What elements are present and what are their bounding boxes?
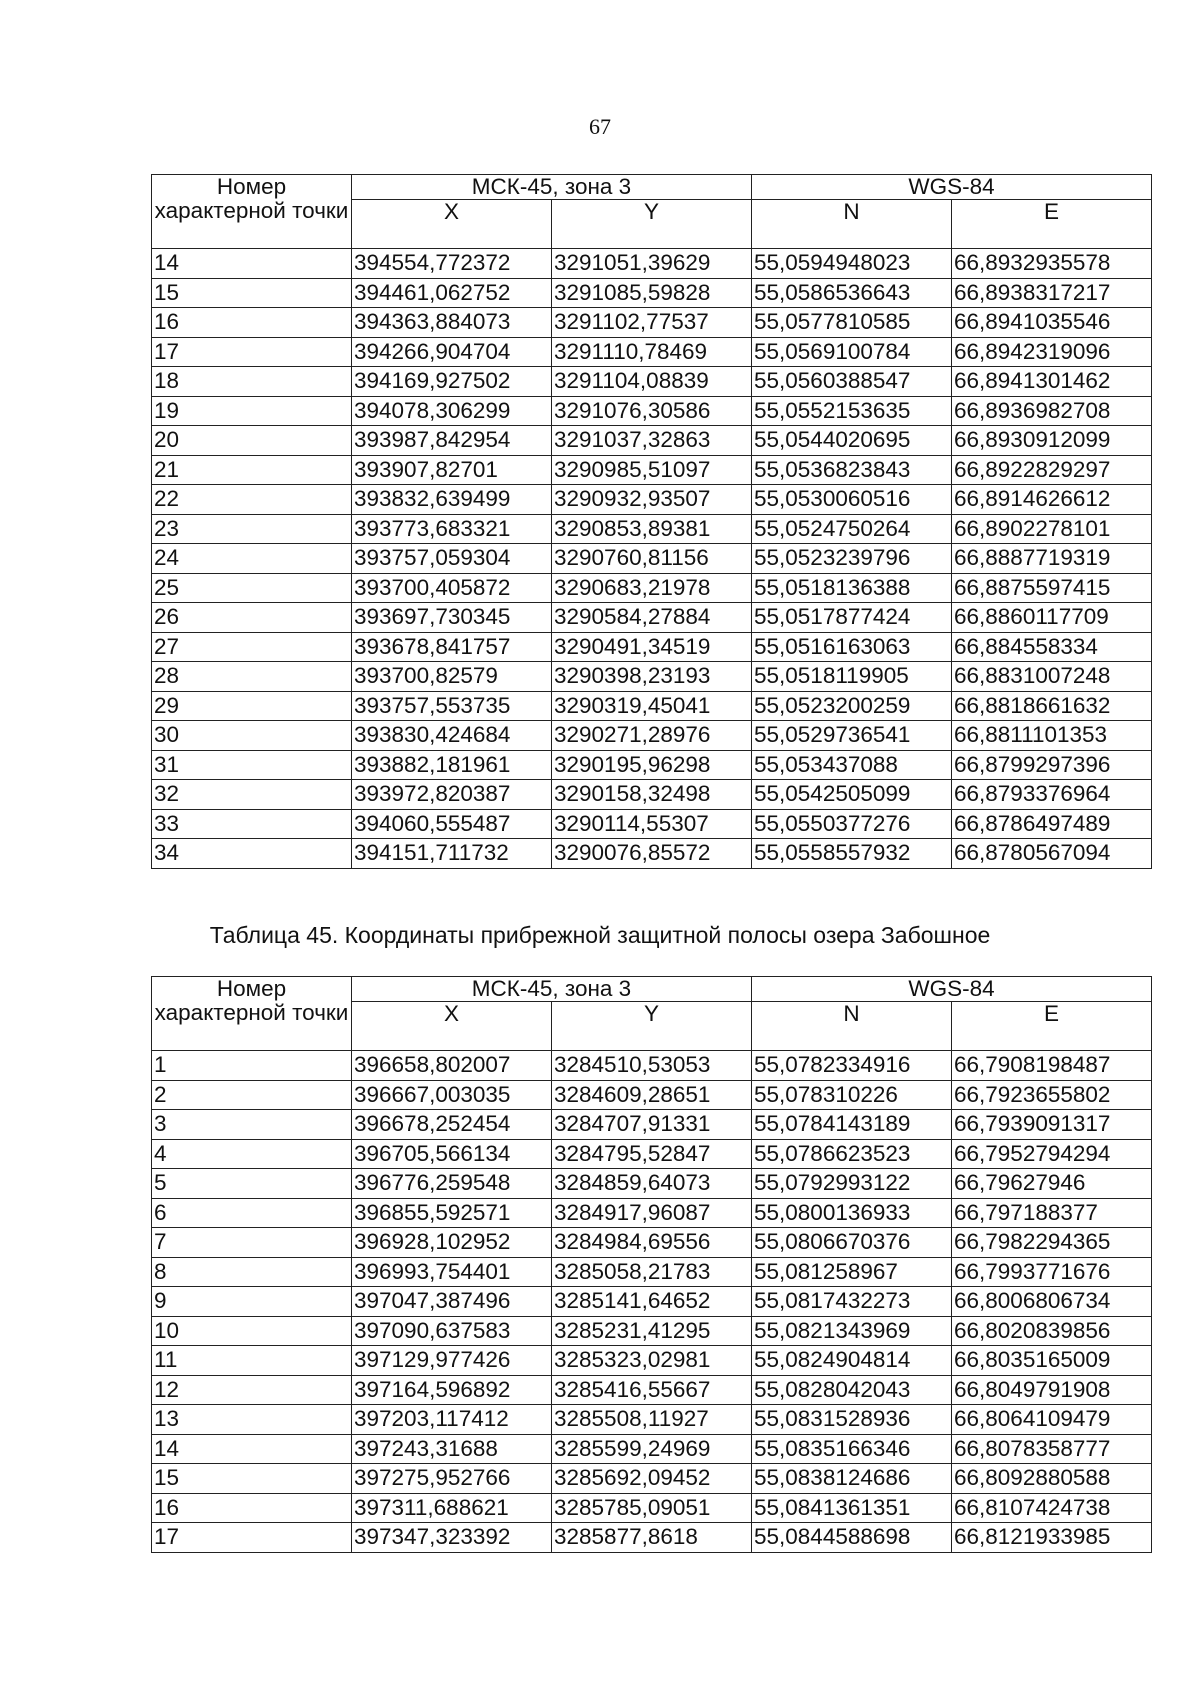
table-row bbox=[152, 1169, 1152, 1199]
y-cell: 3290398,23193 bbox=[552, 662, 752, 692]
table-row bbox=[152, 1405, 1152, 1435]
n-cell: 55,0835166346 bbox=[752, 1434, 952, 1464]
point-number-cell: 30 bbox=[152, 721, 352, 751]
y-cell: 3291037,32863 bbox=[552, 426, 752, 456]
e-cell: 66,7993771676 bbox=[952, 1257, 1152, 1287]
x-cell: 397275,952766 bbox=[352, 1464, 552, 1494]
table-row bbox=[152, 1051, 1152, 1081]
point-number-cell: 25 bbox=[152, 573, 352, 603]
e-cell: 66,8811101353 bbox=[952, 721, 1152, 751]
point-number-cell: 11 bbox=[152, 1346, 352, 1376]
n-cell: 55,0569100784 bbox=[752, 337, 952, 367]
x-cell: 396776,259548 bbox=[352, 1169, 552, 1199]
e-cell: 66,8914626612 bbox=[952, 485, 1152, 515]
e-cell: 66,8780567094 bbox=[952, 839, 1152, 869]
coordinates-table-2 bbox=[151, 976, 1152, 1553]
y-cell: 3285141,64652 bbox=[552, 1287, 752, 1317]
n-cell: 55,078310226 bbox=[752, 1080, 952, 1110]
point-number-cell: 27 bbox=[152, 632, 352, 662]
point-number-cell: 12 bbox=[152, 1375, 352, 1405]
e-cell: 66,8121933985 bbox=[952, 1523, 1152, 1553]
header-y: Y bbox=[552, 200, 752, 249]
y-cell: 3285692,09452 bbox=[552, 1464, 752, 1494]
e-cell: 66,8860117709 bbox=[952, 603, 1152, 633]
point-number-cell: 13 bbox=[152, 1405, 352, 1435]
x-cell: 393882,181961 bbox=[352, 750, 552, 780]
header-e: E bbox=[952, 1002, 1152, 1051]
table-row bbox=[152, 1287, 1152, 1317]
table-row bbox=[152, 485, 1152, 515]
y-cell: 3291104,08839 bbox=[552, 367, 752, 397]
x-cell: 396705,566134 bbox=[352, 1139, 552, 1169]
point-number-cell: 8 bbox=[152, 1257, 352, 1287]
x-cell: 393907,82701 bbox=[352, 455, 552, 485]
point-number-cell: 2 bbox=[152, 1080, 352, 1110]
point-number-cell: 5 bbox=[152, 1169, 352, 1199]
y-cell: 3290932,93507 bbox=[552, 485, 752, 515]
x-cell: 397243,31688 bbox=[352, 1434, 552, 1464]
n-cell: 55,0530060516 bbox=[752, 485, 952, 515]
n-cell: 55,0841361351 bbox=[752, 1493, 952, 1523]
table-row bbox=[152, 1257, 1152, 1287]
e-cell: 66,8092880588 bbox=[952, 1464, 1152, 1494]
n-cell: 55,0552153635 bbox=[752, 396, 952, 426]
y-cell: 3285785,09051 bbox=[552, 1493, 752, 1523]
y-cell: 3290584,27884 bbox=[552, 603, 752, 633]
y-cell: 3291085,59828 bbox=[552, 278, 752, 308]
header-point-number: Номер характерной точки bbox=[152, 977, 352, 1051]
e-cell: 66,8930912099 bbox=[952, 426, 1152, 456]
n-cell: 55,0536823843 bbox=[752, 455, 952, 485]
e-cell: 66,8902278101 bbox=[952, 514, 1152, 544]
point-number-cell: 17 bbox=[152, 1523, 352, 1553]
y-cell: 3291051,39629 bbox=[552, 249, 752, 279]
table-row bbox=[152, 603, 1152, 633]
n-cell: 55,0828042043 bbox=[752, 1375, 952, 1405]
point-number-cell: 14 bbox=[152, 1434, 352, 1464]
table-row bbox=[152, 1080, 1152, 1110]
e-cell: 66,8938317217 bbox=[952, 278, 1152, 308]
n-cell: 55,0518136388 bbox=[752, 573, 952, 603]
x-cell: 397347,323392 bbox=[352, 1523, 552, 1553]
n-cell: 55,0784143189 bbox=[752, 1110, 952, 1140]
y-cell: 3284609,28651 bbox=[552, 1080, 752, 1110]
table-row bbox=[152, 1434, 1152, 1464]
e-cell: 66,8006806734 bbox=[952, 1287, 1152, 1317]
n-cell: 55,0821343969 bbox=[752, 1316, 952, 1346]
y-cell: 3285877,8618 bbox=[552, 1523, 752, 1553]
n-cell: 55,0560388547 bbox=[752, 367, 952, 397]
n-cell: 55,0516163063 bbox=[752, 632, 952, 662]
y-cell: 3290195,96298 bbox=[552, 750, 752, 780]
n-cell: 55,0523200259 bbox=[752, 691, 952, 721]
point-number-cell: 4 bbox=[152, 1139, 352, 1169]
e-cell: 66,7939091317 bbox=[952, 1110, 1152, 1140]
y-cell: 3290319,45041 bbox=[552, 691, 752, 721]
header-e: E bbox=[952, 200, 1152, 249]
x-cell: 394363,884073 bbox=[352, 308, 552, 338]
e-cell: 66,8887719319 bbox=[952, 544, 1152, 574]
y-cell: 3284984,69556 bbox=[552, 1228, 752, 1258]
header-wgs-group: WGS-84 bbox=[752, 175, 1152, 200]
e-cell: 66,8942319096 bbox=[952, 337, 1152, 367]
point-number-cell: 24 bbox=[152, 544, 352, 574]
x-cell: 394078,306299 bbox=[352, 396, 552, 426]
x-cell: 397090,637583 bbox=[352, 1316, 552, 1346]
table-row bbox=[152, 721, 1152, 751]
table-caption: Таблица 45. Координаты прибрежной защитной полосы озера Забошное bbox=[209, 922, 991, 948]
table-row bbox=[152, 544, 1152, 574]
table-row bbox=[152, 1375, 1152, 1405]
e-cell: 66,8941035546 bbox=[952, 308, 1152, 338]
n-cell: 55,0838124686 bbox=[752, 1464, 952, 1494]
x-cell: 393987,842954 bbox=[352, 426, 552, 456]
x-cell: 394169,927502 bbox=[352, 367, 552, 397]
e-cell: 66,8786497489 bbox=[952, 809, 1152, 839]
n-cell: 55,081258967 bbox=[752, 1257, 952, 1287]
point-number-cell: 6 bbox=[152, 1198, 352, 1228]
x-cell: 393832,639499 bbox=[352, 485, 552, 515]
e-cell: 66,8941301462 bbox=[952, 367, 1152, 397]
table-row bbox=[152, 426, 1152, 456]
y-cell: 3290114,55307 bbox=[552, 809, 752, 839]
x-cell: 393773,683321 bbox=[352, 514, 552, 544]
table-row bbox=[152, 514, 1152, 544]
header-y: Y bbox=[552, 1002, 752, 1051]
table-row bbox=[152, 632, 1152, 662]
n-cell: 55,0550377276 bbox=[752, 809, 952, 839]
header-wgs-group: WGS-84 bbox=[752, 977, 1152, 1002]
table-row bbox=[152, 308, 1152, 338]
point-number-cell: 32 bbox=[152, 780, 352, 810]
point-number-cell: 14 bbox=[152, 249, 352, 279]
e-cell: 66,8107424738 bbox=[952, 1493, 1152, 1523]
point-number-cell: 17 bbox=[152, 337, 352, 367]
x-cell: 394266,904704 bbox=[352, 337, 552, 367]
n-cell: 55,0524750264 bbox=[752, 514, 952, 544]
y-cell: 3285508,11927 bbox=[552, 1405, 752, 1435]
x-cell: 394060,555487 bbox=[352, 809, 552, 839]
table-row bbox=[152, 573, 1152, 603]
n-cell: 55,0517877424 bbox=[752, 603, 952, 633]
n-cell: 55,0806670376 bbox=[752, 1228, 952, 1258]
table-row bbox=[152, 691, 1152, 721]
x-cell: 397203,117412 bbox=[352, 1405, 552, 1435]
e-cell: 66,8936982708 bbox=[952, 396, 1152, 426]
header-x: X bbox=[352, 1002, 552, 1051]
y-cell: 3285599,24969 bbox=[552, 1434, 752, 1464]
e-cell: 66,7923655802 bbox=[952, 1080, 1152, 1110]
x-cell: 397047,387496 bbox=[352, 1287, 552, 1317]
e-cell: 66,8020839856 bbox=[952, 1316, 1152, 1346]
n-cell: 55,0594948023 bbox=[752, 249, 952, 279]
point-number-cell: 28 bbox=[152, 662, 352, 692]
y-cell: 3290076,85572 bbox=[552, 839, 752, 869]
e-cell: 66,797188377 bbox=[952, 1198, 1152, 1228]
table-row bbox=[152, 1110, 1152, 1140]
x-cell: 393757,059304 bbox=[352, 544, 552, 574]
x-cell: 396928,102952 bbox=[352, 1228, 552, 1258]
table-row bbox=[152, 1198, 1152, 1228]
point-number-cell: 16 bbox=[152, 1493, 352, 1523]
x-cell: 393830,424684 bbox=[352, 721, 552, 751]
e-cell: 66,8818661632 bbox=[952, 691, 1152, 721]
n-cell: 55,0558557932 bbox=[752, 839, 952, 869]
x-cell: 394554,772372 bbox=[352, 249, 552, 279]
y-cell: 3290158,32498 bbox=[552, 780, 752, 810]
coordinates-table-1 bbox=[151, 174, 1152, 869]
y-cell: 3291076,30586 bbox=[552, 396, 752, 426]
point-number-cell: 33 bbox=[152, 809, 352, 839]
y-cell: 3285231,41295 bbox=[552, 1316, 752, 1346]
point-number-cell: 15 bbox=[152, 1464, 352, 1494]
point-number-cell: 29 bbox=[152, 691, 352, 721]
table-row bbox=[152, 1316, 1152, 1346]
x-cell: 393697,730345 bbox=[352, 603, 552, 633]
table-row bbox=[152, 396, 1152, 426]
e-cell: 66,8875597415 bbox=[952, 573, 1152, 603]
point-number-cell: 22 bbox=[152, 485, 352, 515]
point-number-cell: 7 bbox=[152, 1228, 352, 1258]
table-row bbox=[152, 367, 1152, 397]
x-cell: 393700,405872 bbox=[352, 573, 552, 603]
y-cell: 3284859,64073 bbox=[552, 1169, 752, 1199]
point-number-cell: 31 bbox=[152, 750, 352, 780]
x-cell: 393972,820387 bbox=[352, 780, 552, 810]
n-cell: 55,0529736541 bbox=[752, 721, 952, 751]
e-cell: 66,8831007248 bbox=[952, 662, 1152, 692]
table-row bbox=[152, 1464, 1152, 1494]
header-point-number: Номер характерной точки bbox=[152, 175, 352, 249]
point-number-cell: 19 bbox=[152, 396, 352, 426]
table-2-body bbox=[152, 1051, 1152, 1553]
x-cell: 393678,841757 bbox=[352, 632, 552, 662]
e-cell: 66,8793376964 bbox=[952, 780, 1152, 810]
x-cell: 397311,688621 bbox=[352, 1493, 552, 1523]
table-row bbox=[152, 1139, 1152, 1169]
table-row bbox=[152, 249, 1152, 279]
e-cell: 66,8049791908 bbox=[952, 1375, 1152, 1405]
table-row bbox=[152, 809, 1152, 839]
n-cell: 55,0523239796 bbox=[752, 544, 952, 574]
point-number-cell: 16 bbox=[152, 308, 352, 338]
y-cell: 3291110,78469 bbox=[552, 337, 752, 367]
table-row bbox=[152, 1228, 1152, 1258]
point-number-cell: 23 bbox=[152, 514, 352, 544]
point-number-cell: 34 bbox=[152, 839, 352, 869]
n-cell: 55,0792993122 bbox=[752, 1169, 952, 1199]
y-cell: 3290853,89381 bbox=[552, 514, 752, 544]
y-cell: 3284795,52847 bbox=[552, 1139, 752, 1169]
n-cell: 55,0542505099 bbox=[752, 780, 952, 810]
x-cell: 396993,754401 bbox=[352, 1257, 552, 1287]
table-row bbox=[152, 780, 1152, 810]
n-cell: 55,0786623523 bbox=[752, 1139, 952, 1169]
table-1-body bbox=[152, 249, 1152, 869]
y-cell: 3290985,51097 bbox=[552, 455, 752, 485]
header-msk-group: МСК-45, зона 3 bbox=[352, 977, 752, 1002]
point-number-cell: 18 bbox=[152, 367, 352, 397]
point-number-cell: 1 bbox=[152, 1051, 352, 1081]
e-cell: 66,8078358777 bbox=[952, 1434, 1152, 1464]
n-cell: 55,0518119905 bbox=[752, 662, 952, 692]
x-cell: 397129,977426 bbox=[352, 1346, 552, 1376]
y-cell: 3285323,02981 bbox=[552, 1346, 752, 1376]
x-cell: 396667,003035 bbox=[352, 1080, 552, 1110]
n-cell: 55,0824904814 bbox=[752, 1346, 952, 1376]
point-number-cell: 15 bbox=[152, 278, 352, 308]
point-number-cell: 3 bbox=[152, 1110, 352, 1140]
y-cell: 3285058,21783 bbox=[552, 1257, 752, 1287]
y-cell: 3290760,81156 bbox=[552, 544, 752, 574]
y-cell: 3284510,53053 bbox=[552, 1051, 752, 1081]
y-cell: 3290271,28976 bbox=[552, 721, 752, 751]
n-cell: 55,0831528936 bbox=[752, 1405, 952, 1435]
n-cell: 55,0577810585 bbox=[752, 308, 952, 338]
x-cell: 396678,252454 bbox=[352, 1110, 552, 1140]
e-cell: 66,8922829297 bbox=[952, 455, 1152, 485]
n-cell: 55,0586536643 bbox=[752, 278, 952, 308]
point-number-cell: 21 bbox=[152, 455, 352, 485]
table-row bbox=[152, 1493, 1152, 1523]
n-cell: 55,0544020695 bbox=[752, 426, 952, 456]
y-cell: 3290683,21978 bbox=[552, 573, 752, 603]
e-cell: 66,884558334 bbox=[952, 632, 1152, 662]
y-cell: 3291102,77537 bbox=[552, 308, 752, 338]
e-cell: 66,8035165009 bbox=[952, 1346, 1152, 1376]
table-row bbox=[152, 337, 1152, 367]
e-cell: 66,7952794294 bbox=[952, 1139, 1152, 1169]
header-msk-group: МСК-45, зона 3 bbox=[352, 175, 752, 200]
header-n: N bbox=[752, 1002, 952, 1051]
header-n: N bbox=[752, 200, 952, 249]
point-number-cell: 9 bbox=[152, 1287, 352, 1317]
n-cell: 55,0800136933 bbox=[752, 1198, 952, 1228]
table-row bbox=[152, 455, 1152, 485]
e-cell: 66,7908198487 bbox=[952, 1051, 1152, 1081]
table-row bbox=[152, 750, 1152, 780]
point-number-cell: 10 bbox=[152, 1316, 352, 1346]
n-cell: 55,053437088 bbox=[752, 750, 952, 780]
table-row bbox=[152, 839, 1152, 869]
table-row bbox=[152, 1346, 1152, 1376]
x-cell: 396658,802007 bbox=[352, 1051, 552, 1081]
header-x: X bbox=[352, 200, 552, 249]
e-cell: 66,7982294365 bbox=[952, 1228, 1152, 1258]
e-cell: 66,79627946 bbox=[952, 1169, 1152, 1199]
e-cell: 66,8799297396 bbox=[952, 750, 1152, 780]
e-cell: 66,8064109479 bbox=[952, 1405, 1152, 1435]
point-number-cell: 20 bbox=[152, 426, 352, 456]
y-cell: 3285416,55667 bbox=[552, 1375, 752, 1405]
x-cell: 393757,553735 bbox=[352, 691, 552, 721]
n-cell: 55,0782334916 bbox=[752, 1051, 952, 1081]
table-row bbox=[152, 662, 1152, 692]
x-cell: 394461,062752 bbox=[352, 278, 552, 308]
e-cell: 66,8932935578 bbox=[952, 249, 1152, 279]
x-cell: 394151,711732 bbox=[352, 839, 552, 869]
y-cell: 3284917,96087 bbox=[552, 1198, 752, 1228]
x-cell: 396855,592571 bbox=[352, 1198, 552, 1228]
n-cell: 55,0817432273 bbox=[752, 1287, 952, 1317]
point-number-cell: 26 bbox=[152, 603, 352, 633]
page-number: 67 bbox=[589, 114, 611, 139]
table-row bbox=[152, 278, 1152, 308]
n-cell: 55,0844588698 bbox=[752, 1523, 952, 1553]
y-cell: 3284707,91331 bbox=[552, 1110, 752, 1140]
y-cell: 3290491,34519 bbox=[552, 632, 752, 662]
table-row bbox=[152, 1523, 1152, 1553]
x-cell: 397164,596892 bbox=[352, 1375, 552, 1405]
x-cell: 393700,82579 bbox=[352, 662, 552, 692]
